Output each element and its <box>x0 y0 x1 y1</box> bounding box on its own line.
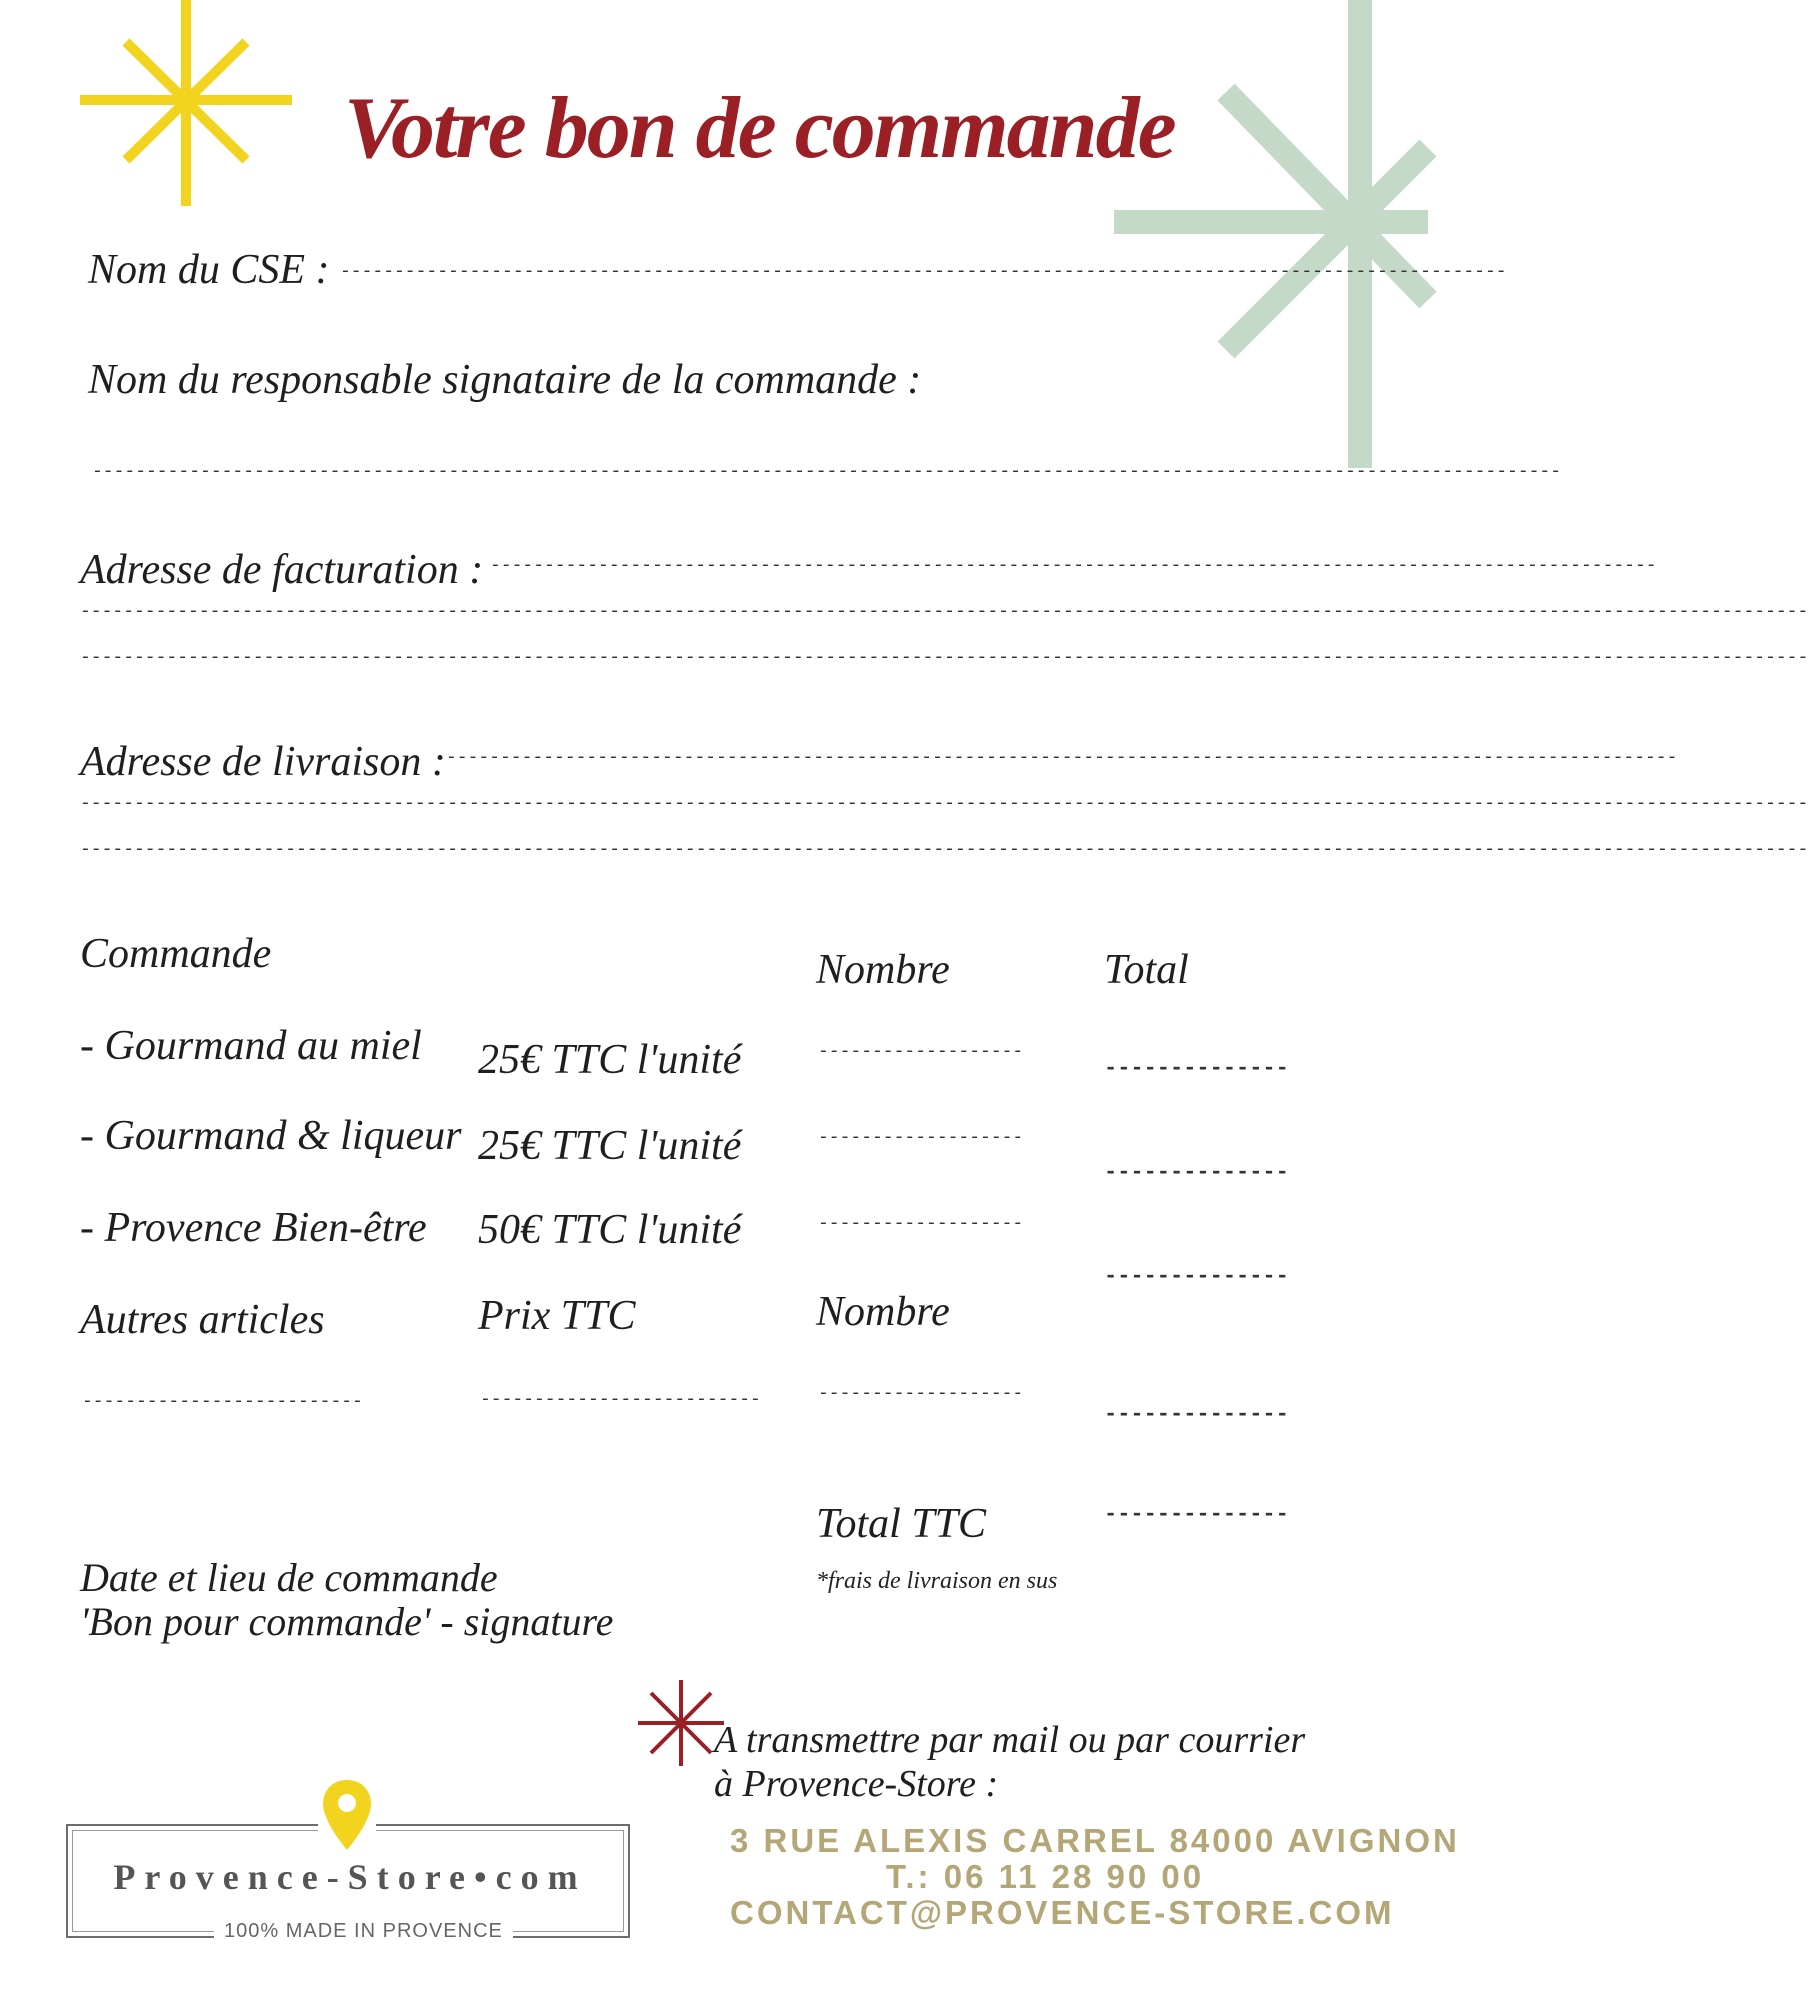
red-asterisk-icon <box>636 1678 726 1768</box>
item-total-field[interactable]: -------------- <box>1104 1264 1289 1289</box>
signature-line-1: Date et lieu de commande <box>80 1555 498 1600</box>
column-nombre: Nombre <box>816 947 950 993</box>
delivery-input-line-1[interactable]: ------------------------------------------------------------------------------------------------------------------ <box>446 748 1678 768</box>
item-name: - Gourmand & liqueur <box>80 1113 462 1159</box>
other-price-label: Prix TTC <box>478 1293 636 1339</box>
item-price: 50€ TTC l'unité <box>478 1207 742 1253</box>
shipping-note: *frais de livraison en sus <box>816 1568 1058 1594</box>
other-articles-label: Autres articles <box>80 1297 325 1343</box>
order-section-label: Commande <box>80 931 272 977</box>
delivery-input-line-3[interactable]: ---------------------------------------------------------------------------------------------------------------------------------------------------------------- <box>80 840 1808 860</box>
item-price: 25€ TTC l'unité <box>478 1037 742 1083</box>
item-total-field[interactable]: -------------- <box>1104 1160 1289 1185</box>
logo-tagline: 100% MADE IN PROVENCE <box>214 1920 513 1943</box>
other-nombre-label: Nombre <box>816 1289 950 1335</box>
item-name: - Provence Bien-être <box>80 1205 427 1251</box>
logo-name: Provence-Store•com <box>113 1857 587 1897</box>
column-total: Total <box>1104 947 1189 993</box>
total-ttc-field[interactable]: -------------- <box>1104 1502 1289 1527</box>
item-quantity-input[interactable]: ------------------- <box>818 1042 1024 1062</box>
contact-phone: T.: 06 11 28 90 00 <box>885 1858 1205 1895</box>
signatory-input-line[interactable]: ---------------------------------------------------------------------------------------------------------------------------------------- <box>92 462 1562 482</box>
billing-label: Adresse de facturation : <box>80 547 484 593</box>
signature-line-2: 'Bon pour commande' - signature <box>80 1599 614 1644</box>
green-asterisk-icon <box>1114 0 1428 470</box>
other-quantity-input[interactable]: ------------------- <box>818 1384 1024 1404</box>
item-total-field[interactable]: -------------- <box>1104 1056 1289 1081</box>
other-price-input[interactable]: -------------------------- <box>480 1390 761 1410</box>
item-name: - Gourmand au miel <box>80 1023 422 1069</box>
contact-email[interactable]: CONTACT@PROVENCE-STORE.COM <box>730 1894 1395 1931</box>
contact-address: 3 RUE ALEXIS CARREL 84000 AVIGNON <box>730 1822 1460 1859</box>
billing-input-line-1[interactable]: ------------------------------------------------------------------------------------------------------------ <box>490 556 1657 576</box>
other-article-input[interactable]: -------------------------- <box>82 1392 363 1412</box>
cse-input-line[interactable]: ------------------------------------------------------------------------------------------------------------ <box>340 262 1507 282</box>
other-total-field[interactable]: -------------- <box>1104 1402 1289 1427</box>
total-ttc-label: Total TTC <box>816 1501 987 1547</box>
billing-input-line-3[interactable]: ---------------------------------------------------------------------------------------------------------------------------------------------------------------- <box>80 648 1808 668</box>
billing-input-line-2[interactable]: ---------------------------------------------------------------------------------------------------------------------------------------------------------------- <box>80 602 1808 622</box>
delivery-label: Adresse de livraison : <box>80 739 446 785</box>
delivery-input-line-2[interactable]: ---------------------------------------------------------------------------------------------------------------------------------------------------------------- <box>80 794 1808 814</box>
send-instruction-line-2: à Provence-Store : <box>714 1763 999 1805</box>
yellow-asterisk-icon <box>78 0 294 210</box>
cse-label: Nom du CSE : <box>88 247 330 293</box>
page-title: Votre bon de commande <box>344 80 1175 177</box>
send-instruction-line-1: A transmettre par mail ou par courrier <box>714 1719 1306 1761</box>
map-pin-icon <box>320 1778 374 1854</box>
item-quantity-input[interactable]: ------------------- <box>818 1128 1024 1148</box>
signatory-label: Nom du responsable signataire de la commande : <box>88 357 922 403</box>
item-quantity-input[interactable]: ------------------- <box>818 1214 1024 1234</box>
item-price: 25€ TTC l'unité <box>478 1123 742 1169</box>
